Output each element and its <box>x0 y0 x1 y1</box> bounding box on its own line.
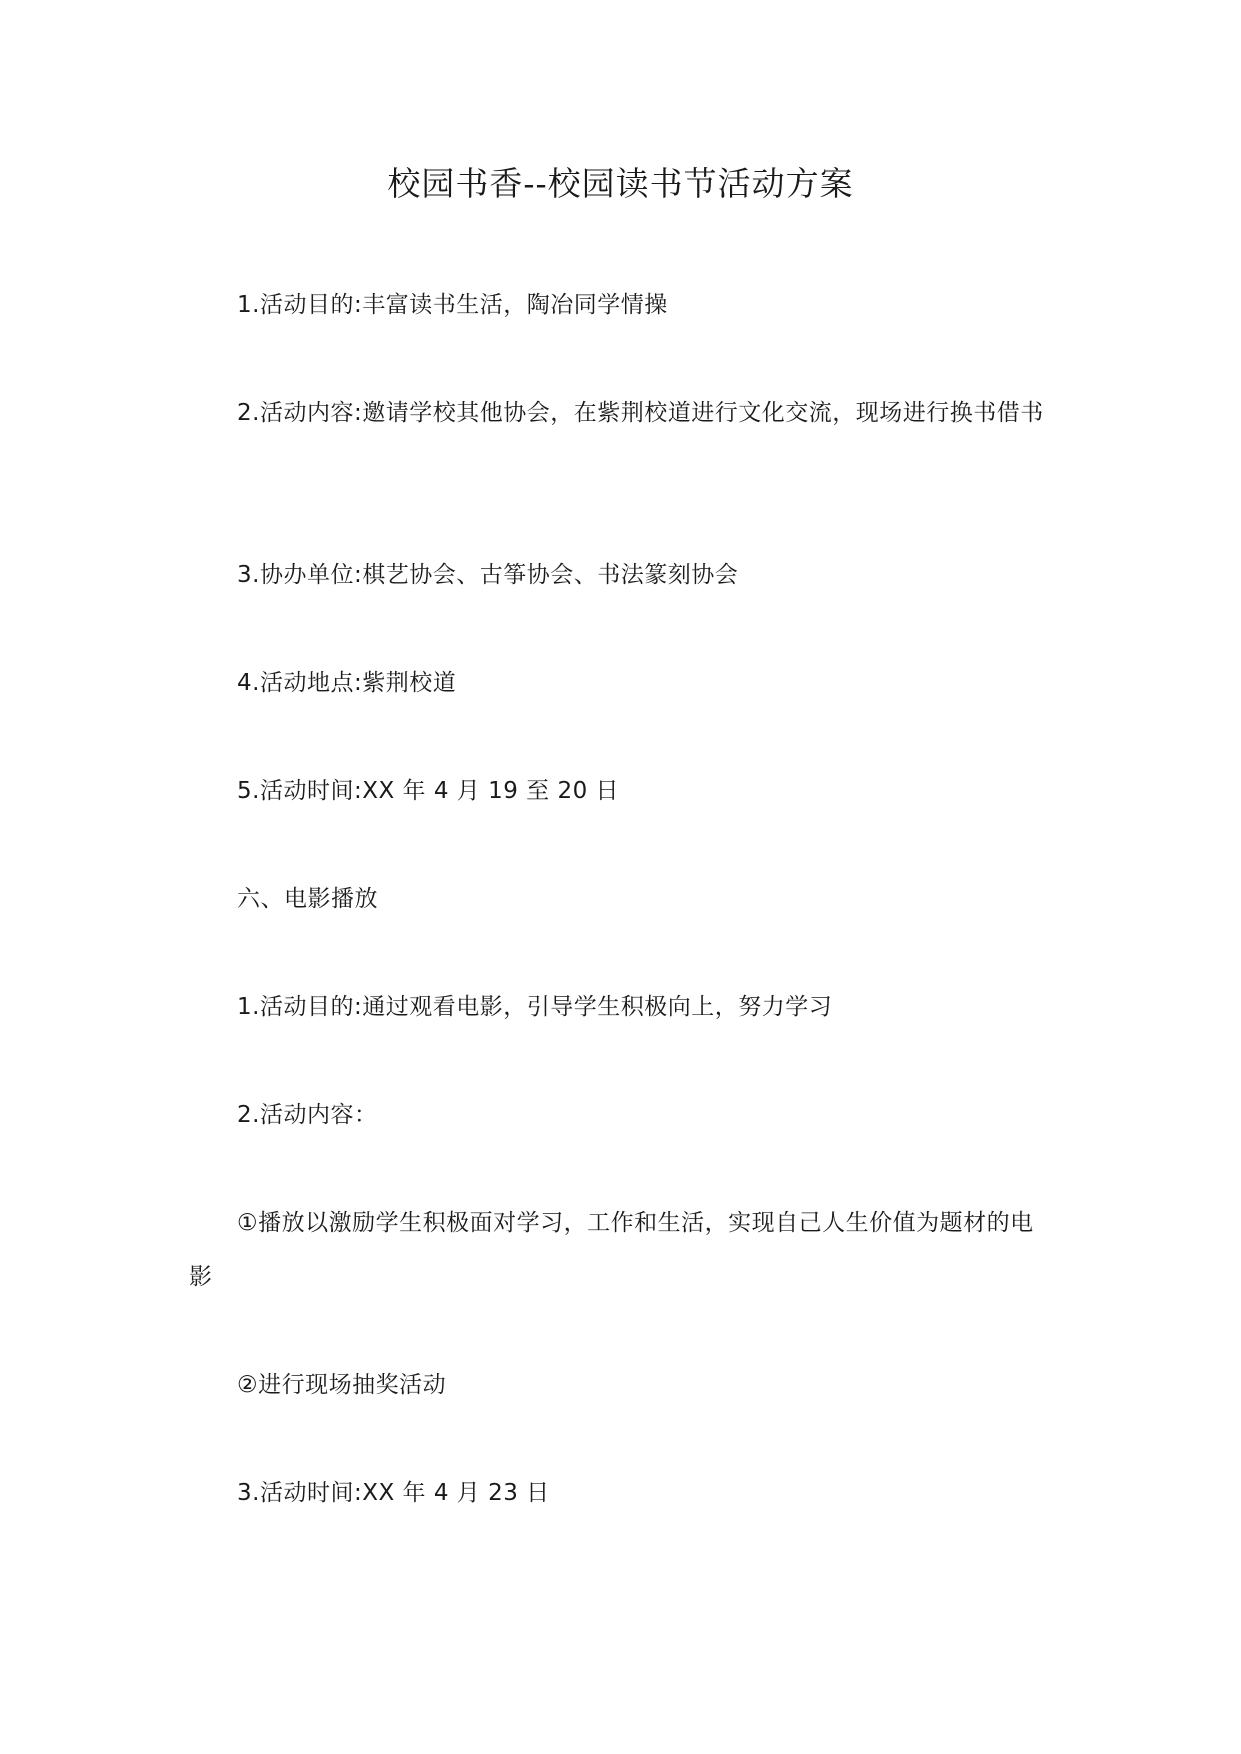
paragraph-movie-item-2: ②进行现场抽奖活动 <box>237 1372 447 1398</box>
section-heading-movie: 六、电影播放 <box>237 886 378 912</box>
paragraph-movie-purpose: 1.活动目的:通过观看电影，引导学生积极向上，努力学习 <box>237 994 833 1020</box>
paragraph-purpose: 1.活动目的:丰富读书生活，陶冶同学情操 <box>237 292 668 318</box>
paragraph-co-organizers: 3.协办单位:棋艺协会、古筝协会、书法篆刻协会 <box>237 562 739 588</box>
paragraph-time: 5.活动时间:XX 年 4 月 19 至 20 日 <box>237 778 620 804</box>
paragraph-movie-time: 3.活动时间:XX 年 4 月 23 日 <box>237 1480 550 1506</box>
document-title: 校园书香--校园读书节活动方案 <box>387 164 854 203</box>
paragraph-content: 2.活动内容:邀请学校其他协会，在紫荆校道进行文化交流，现场进行换书借书 <box>237 400 1044 426</box>
paragraph-movie-item-1: ①播放以激励学生积极面对学习，工作和生活，实现自己人生价值为题材的电影 <box>189 1210 1034 1290</box>
paragraph-movie-content: 2.活动内容： <box>237 1102 378 1128</box>
paragraph-location: 4.活动地点:紫荆校道 <box>237 670 457 696</box>
